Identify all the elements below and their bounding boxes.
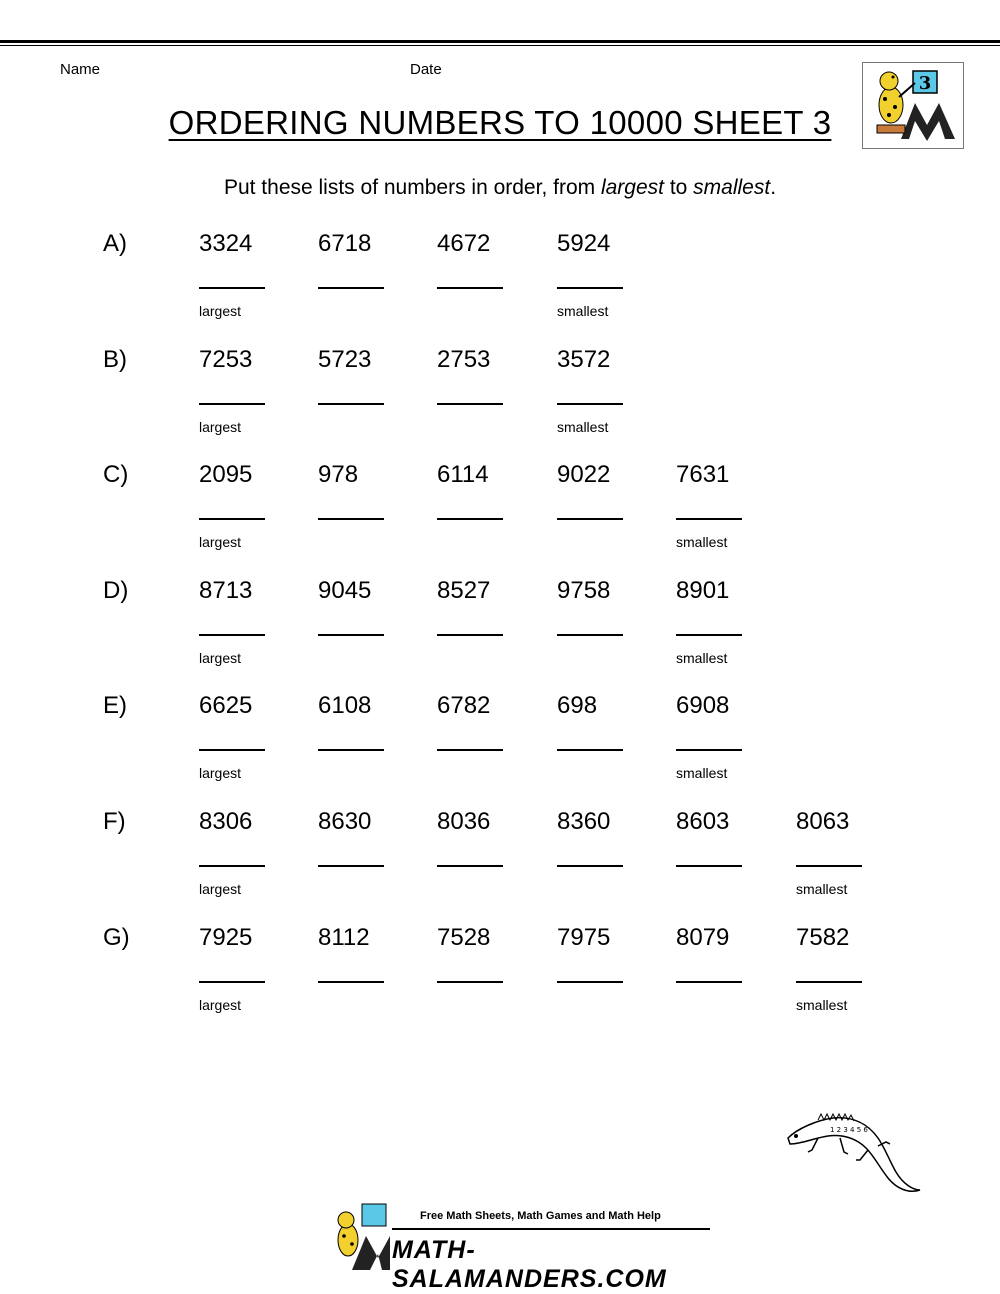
- smallest-label: smallest: [557, 418, 609, 435]
- largest-label: largest: [199, 996, 242, 1013]
- number-value: 6108: [318, 692, 372, 720]
- answer-blank[interactable]: [318, 981, 384, 983]
- question-row: [0, 808, 1000, 918]
- number-value: 8901: [676, 576, 730, 604]
- answer-blank[interactable]: [199, 865, 265, 867]
- answer-blank[interactable]: [557, 634, 623, 636]
- number-value: 3324: [199, 230, 253, 257]
- footer-site-name: MATH-SALAMANDERS.COM: [392, 1236, 667, 1293]
- number-value: 8630: [318, 808, 372, 835]
- answer-blank[interactable]: [318, 865, 384, 867]
- number-value: 2095: [199, 461, 253, 489]
- answer-blank[interactable]: [318, 403, 384, 405]
- answer-blank[interactable]: [199, 518, 265, 520]
- svg-text:1 2 3 4 5 6: 1 2 3 4 5 6: [830, 1126, 868, 1134]
- number-value: 7253: [199, 345, 253, 373]
- svg-text:3: 3: [918, 73, 932, 94]
- answer-blank[interactable]: [437, 518, 503, 520]
- question-label: G): [103, 923, 130, 951]
- answer-blank[interactable]: [318, 287, 384, 289]
- number-value: 9045: [318, 576, 372, 604]
- answer-blank[interactable]: [199, 749, 265, 751]
- instructions: Put these lists of numbers in order, from largest to smallest.: [223, 176, 777, 199]
- number-value: 9022: [557, 461, 611, 489]
- answer-blank[interactable]: [796, 981, 862, 983]
- answer-blank[interactable]: [676, 865, 742, 867]
- smallest-label: smallest: [557, 303, 609, 319]
- answer-blank[interactable]: [437, 634, 503, 636]
- number-value: 8360: [557, 808, 611, 835]
- smallest-label: smallest: [796, 996, 848, 1013]
- answer-blank[interactable]: [557, 749, 623, 751]
- answer-blank[interactable]: [199, 634, 265, 636]
- question-label: D): [103, 576, 129, 604]
- number-value: 8036: [437, 808, 491, 835]
- number-value: 8306: [199, 808, 253, 835]
- top-rule: [0, 40, 1000, 43]
- number-value: 3572: [557, 345, 611, 373]
- salamander-icon: [778, 1098, 923, 1198]
- answer-blank[interactable]: [437, 981, 503, 983]
- largest-label: largest: [199, 303, 242, 319]
- number-value: 7582: [796, 923, 850, 951]
- number-value: 7528: [437, 923, 491, 951]
- smallest-label: smallest: [676, 765, 728, 782]
- number-value: 2753: [437, 345, 491, 373]
- number-value: 8527: [437, 576, 491, 604]
- largest-label: largest: [199, 418, 242, 435]
- answer-blank[interactable]: [437, 287, 503, 289]
- smallest-label: smallest: [676, 534, 728, 551]
- largest-label: largest: [199, 881, 242, 897]
- number-value: 8603: [676, 808, 730, 835]
- number-value: 8079: [676, 923, 730, 951]
- footer-rule: [392, 1228, 710, 1230]
- page-title: ORDERING NUMBERS TO 10000 SHEET 3: [168, 104, 832, 141]
- answer-blank[interactable]: [557, 518, 623, 520]
- largest-label: largest: [199, 649, 242, 666]
- number-value: 6625: [199, 692, 253, 720]
- answer-blank[interactable]: [557, 403, 623, 405]
- smallest-label: smallest: [796, 881, 848, 897]
- answer-blank[interactable]: [557, 981, 623, 983]
- question-label: B): [103, 345, 127, 373]
- answer-blank[interactable]: [676, 518, 742, 520]
- question-row: [0, 577, 1000, 687]
- number-value: 9758: [557, 576, 611, 604]
- answer-blank[interactable]: [318, 518, 384, 520]
- question-label: E): [103, 692, 127, 720]
- largest-label: largest: [199, 534, 242, 551]
- number-value: 7925: [199, 923, 253, 951]
- answer-blank[interactable]: [199, 287, 265, 289]
- question-label: C): [103, 461, 129, 489]
- number-value: 7631: [676, 461, 730, 489]
- footer-branding: [326, 1200, 716, 1293]
- answer-blank[interactable]: [199, 403, 265, 405]
- answer-blank[interactable]: [318, 749, 384, 751]
- question-row: [0, 230, 1000, 340]
- number-value: 698: [557, 692, 598, 720]
- number-value: 8063: [796, 808, 850, 835]
- name-label: Name: [60, 61, 101, 78]
- footer-leopard-icon: [326, 1200, 390, 1272]
- answer-blank[interactable]: [437, 403, 503, 405]
- number-value: 6718: [318, 230, 372, 257]
- answer-blank[interactable]: [437, 865, 503, 867]
- answer-blank[interactable]: [557, 865, 623, 867]
- question-row: [0, 461, 1000, 571]
- question-row: [0, 346, 1000, 456]
- answer-blank[interactable]: [557, 287, 623, 289]
- number-value: 8713: [199, 576, 253, 604]
- answer-blank[interactable]: [318, 634, 384, 636]
- number-value: 5723: [318, 345, 372, 373]
- smallest-label: smallest: [676, 649, 728, 666]
- date-label: Date: [410, 61, 442, 78]
- number-value: 5924: [557, 230, 611, 257]
- number-value: 7975: [557, 923, 611, 951]
- number-value: 6782: [437, 692, 491, 720]
- number-value: 978: [318, 461, 359, 489]
- number-value: 6908: [676, 692, 730, 720]
- number-value: 8112: [318, 923, 370, 951]
- answer-blank[interactable]: [796, 865, 862, 867]
- footer-tagline: Free Math Sheets, Math Games and Math Help: [420, 1210, 661, 1222]
- question-row: [0, 692, 1000, 802]
- answer-blank[interactable]: [437, 749, 503, 751]
- answer-blank[interactable]: [676, 981, 742, 983]
- number-value: 6114: [437, 461, 489, 489]
- question-label: F): [103, 808, 126, 835]
- question-row: [0, 924, 1000, 1034]
- answer-blank[interactable]: [676, 749, 742, 751]
- number-value: 4672: [437, 230, 491, 257]
- question-label: A): [103, 230, 127, 257]
- largest-label: largest: [199, 765, 242, 782]
- answer-blank[interactable]: [199, 981, 265, 983]
- top-rule-thin: [0, 45, 1000, 46]
- answer-blank[interactable]: [676, 634, 742, 636]
